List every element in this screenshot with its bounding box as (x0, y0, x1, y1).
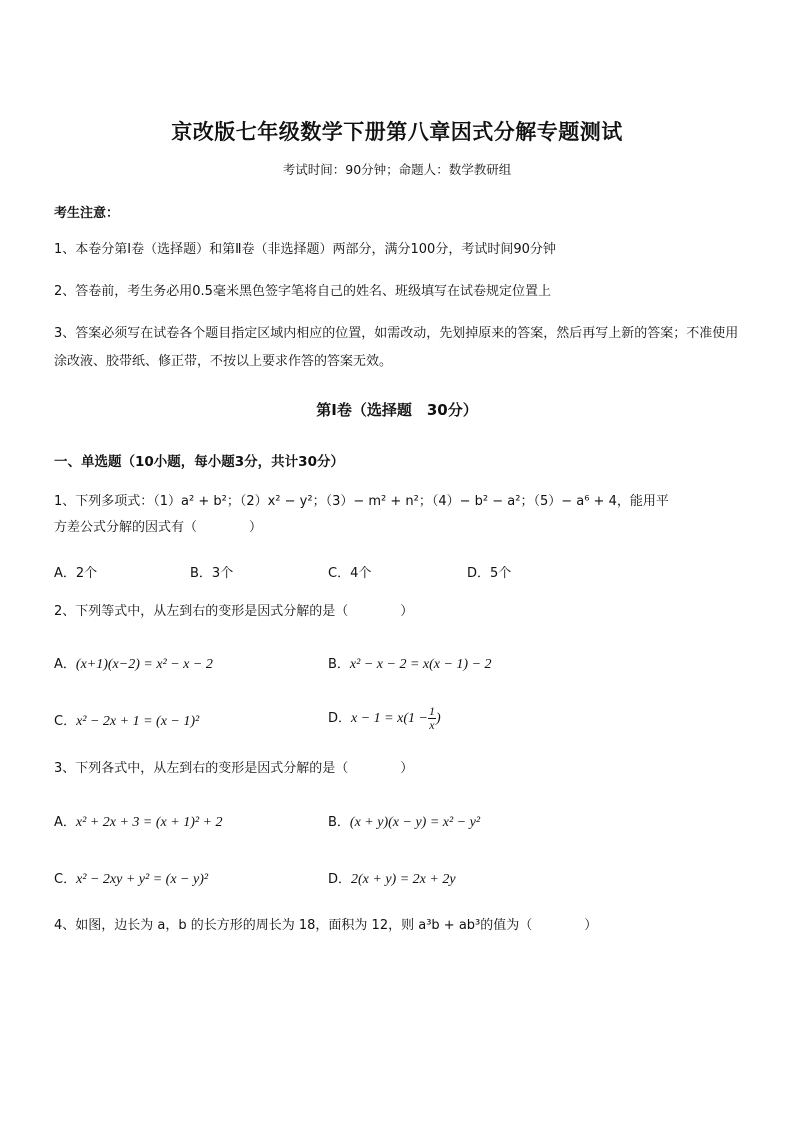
notice-item-2: 2、答卷前，考生务必用0.5毫米黑色签字笔将自己的姓名、班级填写在试卷规定位置上 (54, 284, 551, 299)
option-label: D． (328, 711, 352, 726)
question-1-option-b[interactable]: B．3个 (190, 566, 234, 581)
notice-heading: 考生注意： (54, 206, 120, 221)
part-title: 一、单选题（10小题，每小题3分，共计30分） (54, 454, 344, 470)
question-3-option-c[interactable] (54, 868, 208, 888)
option-formula: x² − x − 2 = x(x − 1) − 2 (349, 657, 492, 672)
question-1-option-c[interactable]: C．4个 (328, 566, 372, 581)
fraction-denominator: x (429, 718, 435, 732)
question-3-text: 3、下列各式中，从左到右的变形是因式分解的是（ ） (54, 761, 414, 776)
option-label: C． (54, 872, 77, 887)
question-1-line-1: 1、下列多项式：（1）a² + b²；（2）x² − y²；（3）− m² + n²；（4）− b² − a²；（5）− a⁶ + 4，能用平 (54, 494, 669, 509)
section-title: 第Ⅰ卷（选择题 30分） (316, 401, 478, 419)
question-3-option-a[interactable] (54, 811, 223, 831)
option-label: C． (54, 714, 77, 729)
notice-item-3: 3、答案必须写在试卷各个题目指定区域内相应的位置，如需改动，先划掉原来的答案，然后再写上新的答案；不准使用涂改液、胶带纸、修正带，不按以上要求作答的答案无效。 (54, 326, 739, 369)
option-label: B． (328, 657, 350, 672)
fraction-numerator: 1 (428, 704, 435, 718)
question-3-option-d[interactable] (328, 868, 456, 888)
option-label: A． (54, 657, 76, 672)
question-3-option-b[interactable] (328, 811, 480, 831)
option-label: D． (328, 872, 352, 887)
option-formula-left: x − 1 = x(1 − (351, 711, 428, 726)
question-2-option-d[interactable] (328, 705, 441, 732)
question-2-option-b[interactable] (328, 653, 492, 673)
option-formula: 2(x + y) = 2x + 2y (351, 872, 456, 887)
question-1-option-d[interactable]: D．5个 (467, 566, 512, 581)
option-label: A． (54, 815, 76, 830)
option-formula: x² + 2x + 3 = (x + 1)² + 2 (75, 815, 223, 830)
notice-item-1: 1、本卷分第Ⅰ卷（选择题）和第Ⅱ卷（非选择题）两部分，满分100分，考试时间90分钟 (54, 242, 556, 257)
question-1-line-2: 方差公式分解的因式有（ ） (54, 520, 263, 535)
question-2-text: 2、下列等式中，从左到右的变形是因式分解的是（ ） (54, 604, 414, 619)
question-2-option-c[interactable] (54, 710, 199, 730)
option-formula-right: ) (435, 711, 441, 726)
exam-subtitle: 考试时间：90分钟；命题人：数学教研组 (282, 162, 512, 177)
question-4-text: 4、如图，边长为 a，b 的长方形的周长为 18，面积为 12，则 a³b + ab³的值为（ ） (54, 918, 598, 933)
fraction (428, 705, 436, 732)
question-1-option-a[interactable]: A．2个 (54, 566, 98, 581)
option-formula: x² − 2x + 1 = (x − 1)² (76, 714, 200, 729)
option-formula: (x + y)(x − y) = x² − y² (349, 815, 481, 830)
question-2-option-a[interactable] (54, 653, 213, 673)
page-title: 京改版七年级数学下册第八章因式分解专题测试 (171, 119, 623, 144)
option-formula: x² − 2xy + y² = (x − y)² (76, 872, 209, 887)
option-formula: (x+1)(x−2) = x² − x − 2 (75, 657, 213, 672)
option-label: B． (328, 815, 350, 830)
